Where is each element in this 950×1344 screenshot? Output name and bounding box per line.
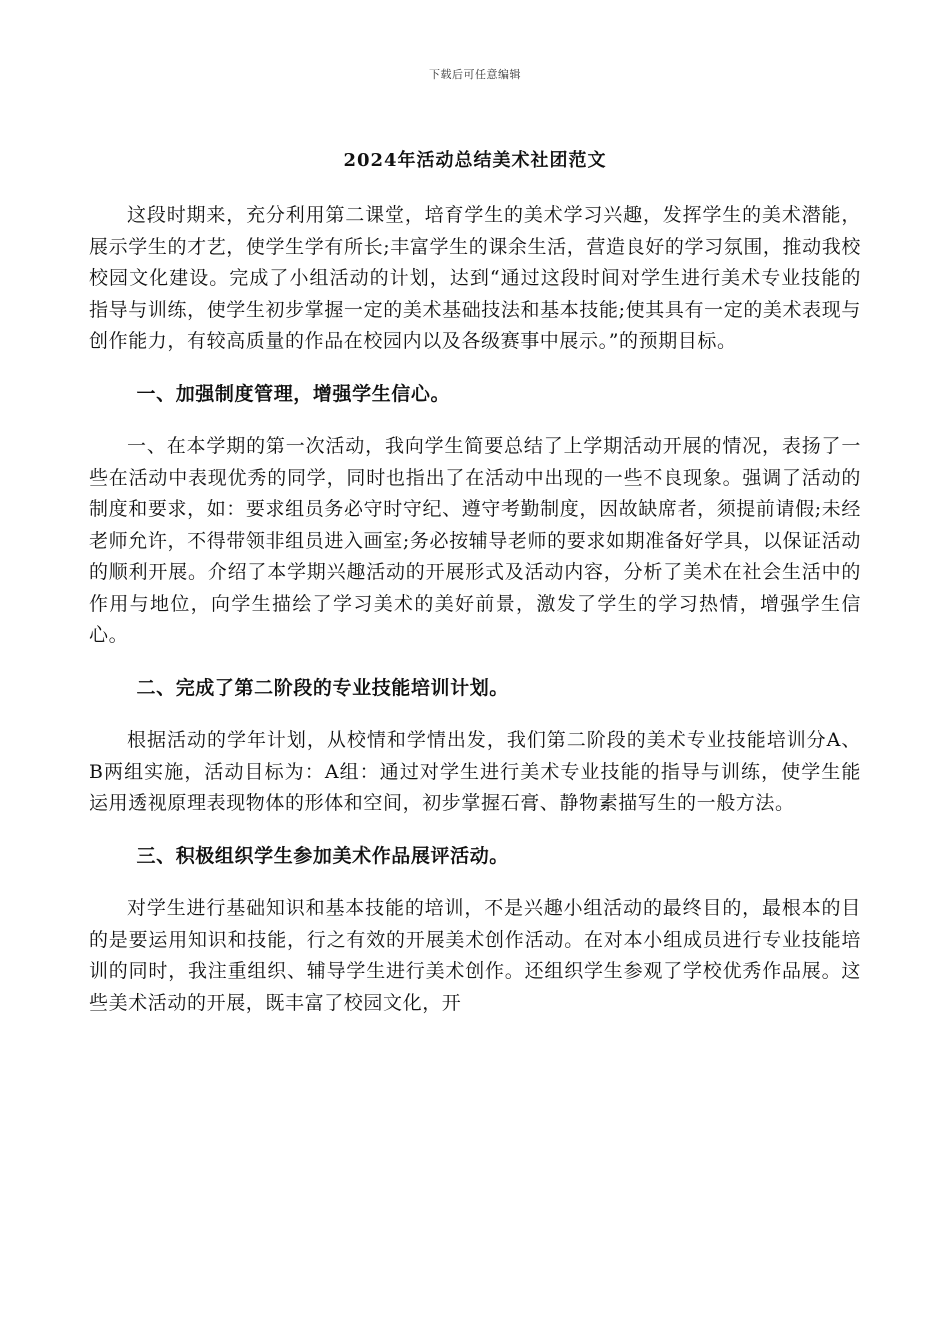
spacer xyxy=(89,358,861,379)
section-heading-1: 一、加强制度管理，增强学生信心。 xyxy=(136,382,451,405)
spacer xyxy=(89,820,861,841)
document-title: 2024年活动总结美术社团范文 xyxy=(343,150,607,171)
spacer xyxy=(89,872,861,893)
section-heading-3: 三、积极组织学生参加美术作品展评活动。 xyxy=(136,844,509,867)
section-body-2: 根据活动的学年计划，从校情和学情出发，我们第二阶段的美术专业技能培训分A、B两组实施，活动目标为：A组：通过对学生进行美术专业技能的指导与训练，使学生能运用透视原理表现物体的形体和空间，初步掌握石膏、静物素描写生的一般方法。 xyxy=(89,729,861,814)
spacer xyxy=(89,704,861,725)
intro-paragraph: 这段时期来，充分利用第二课堂，培育学生的美术学习兴趣，发挥学生的美术潜能，展示学生的才艺，使学生学有所长;丰富学生的课余生活，营造良好的学习氛围，推动我校校园文化建设。完成了小组活动的计划，达到“通过这段时间对学生进行美术专业技能的指导与训练，使学生初步掌握一定的美术基础技法和基本技能;使其具有一定的美术表现与创作能力，有较高质量的作品在校园内以及各级赛事中展示。”的预期目标。 xyxy=(89,204,861,352)
document-body xyxy=(89,200,861,1019)
section-body-3: 对学生进行基础知识和基本技能的培训，不是兴趣小组活动的最终目的，最根本的目的是要运用知识和技能，行之有效的开展美术创作活动。在对本小组成员进行专业技能培训的同时，我注重组织、辅导学生进行美术创作。还组织学生参观了学校优秀作品展。这些美术活动的开展，既丰富了校园文化，开 xyxy=(89,897,861,1014)
section-body-1: 一、在本学期的第一次活动，我向学生简要总结了上学期活动开展的情况，表扬了一些在活动中表现优秀的同学，同时也指出了在活动中出现的一些不良现象。强调了活动的制度和要求，如：要求组员务必守时守纪、遵守考勤制度，因故缺席者，须提前请假;未经老师允许，不得带领非组员进入画室;务必按辅导老师的要求如期准备好学具，以保证活动的顺利开展。介绍了本学期兴趣活动的开展形式及活动内容，分析了美术在社会生活中的作用与地位，向学生描绘了学习美术的美好前景，激发了学生的学习热情，增强学生信心。 xyxy=(89,435,861,646)
header-note: 下载后可任意编辑 xyxy=(429,68,521,81)
spacer xyxy=(89,652,861,673)
spacer xyxy=(89,410,861,431)
section-heading-2: 二、完成了第二阶段的专业技能培训计划。 xyxy=(136,676,509,699)
